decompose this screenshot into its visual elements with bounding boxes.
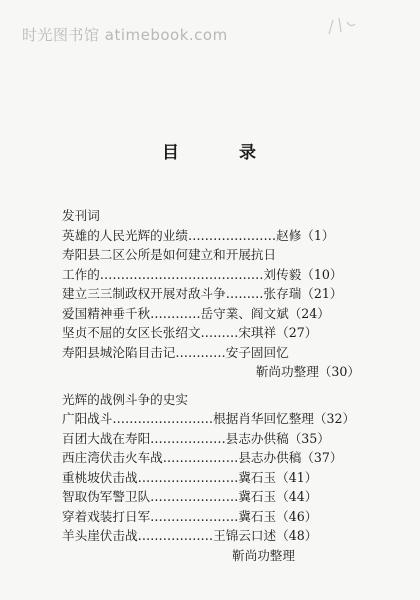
page-title <box>0 138 420 163</box>
title-char-1: 目 <box>162 143 181 163</box>
title-char-2: 录 <box>239 143 258 163</box>
toc-entry: 工作的…………………………………刘传毅（10） <box>62 266 343 282</box>
toc-entry: 西庄湾伏击火车战………………县志办供稿（37） <box>62 450 343 465</box>
toc-entry-credit: 靳尚功整理（30） <box>255 364 360 379</box>
toc-entry: 坚贞不屈的女区长张绍文………宋琪祥（27） <box>62 325 318 340</box>
toc-entry: 英雄的人民光辉的业绩…………………赵修（1） <box>62 227 335 243</box>
toc-entry: 寿阳县二区公所是如何建立和开展抗日 <box>62 247 277 262</box>
watermark-text: 时光图书馆 atimebook.com <box>22 26 228 44</box>
table-of-contents <box>62 206 380 565</box>
section-heading-1: 发刊词 <box>62 208 100 223</box>
section-heading-2: 光辉的战例斗争的史实 <box>62 391 188 407</box>
toc-entry: 爱国精神垂千秋…………岳守業、阎文斌（24） <box>62 305 330 321</box>
toc-entry-credit: 靳尚功整理 <box>232 547 295 563</box>
toc-entry: 广阳战斗……………………根据肖华回忆整理（32） <box>62 411 356 426</box>
toc-entry: 寿阳县城沦陷目击记…………安子固回忆 <box>62 344 289 360</box>
scan-mark-icon <box>325 14 365 40</box>
toc-entry: 百团大战在寿阳………………县志办供稿（35） <box>62 430 330 446</box>
toc-entry: 穿着戏装打日军…………………冀石玉（46） <box>62 508 318 524</box>
toc-entry: 智取伪军警卫队…………………冀石玉（44） <box>62 489 318 504</box>
toc-entry: 羊头崖伏击战………………王锦云口述（48） <box>62 528 318 543</box>
toc-entry: 重桃坡伏击战……………………冀石玉（41） <box>62 469 318 485</box>
toc-entry: 建立三三制政权开展对敌斗争………张存瑞（21） <box>62 286 343 301</box>
